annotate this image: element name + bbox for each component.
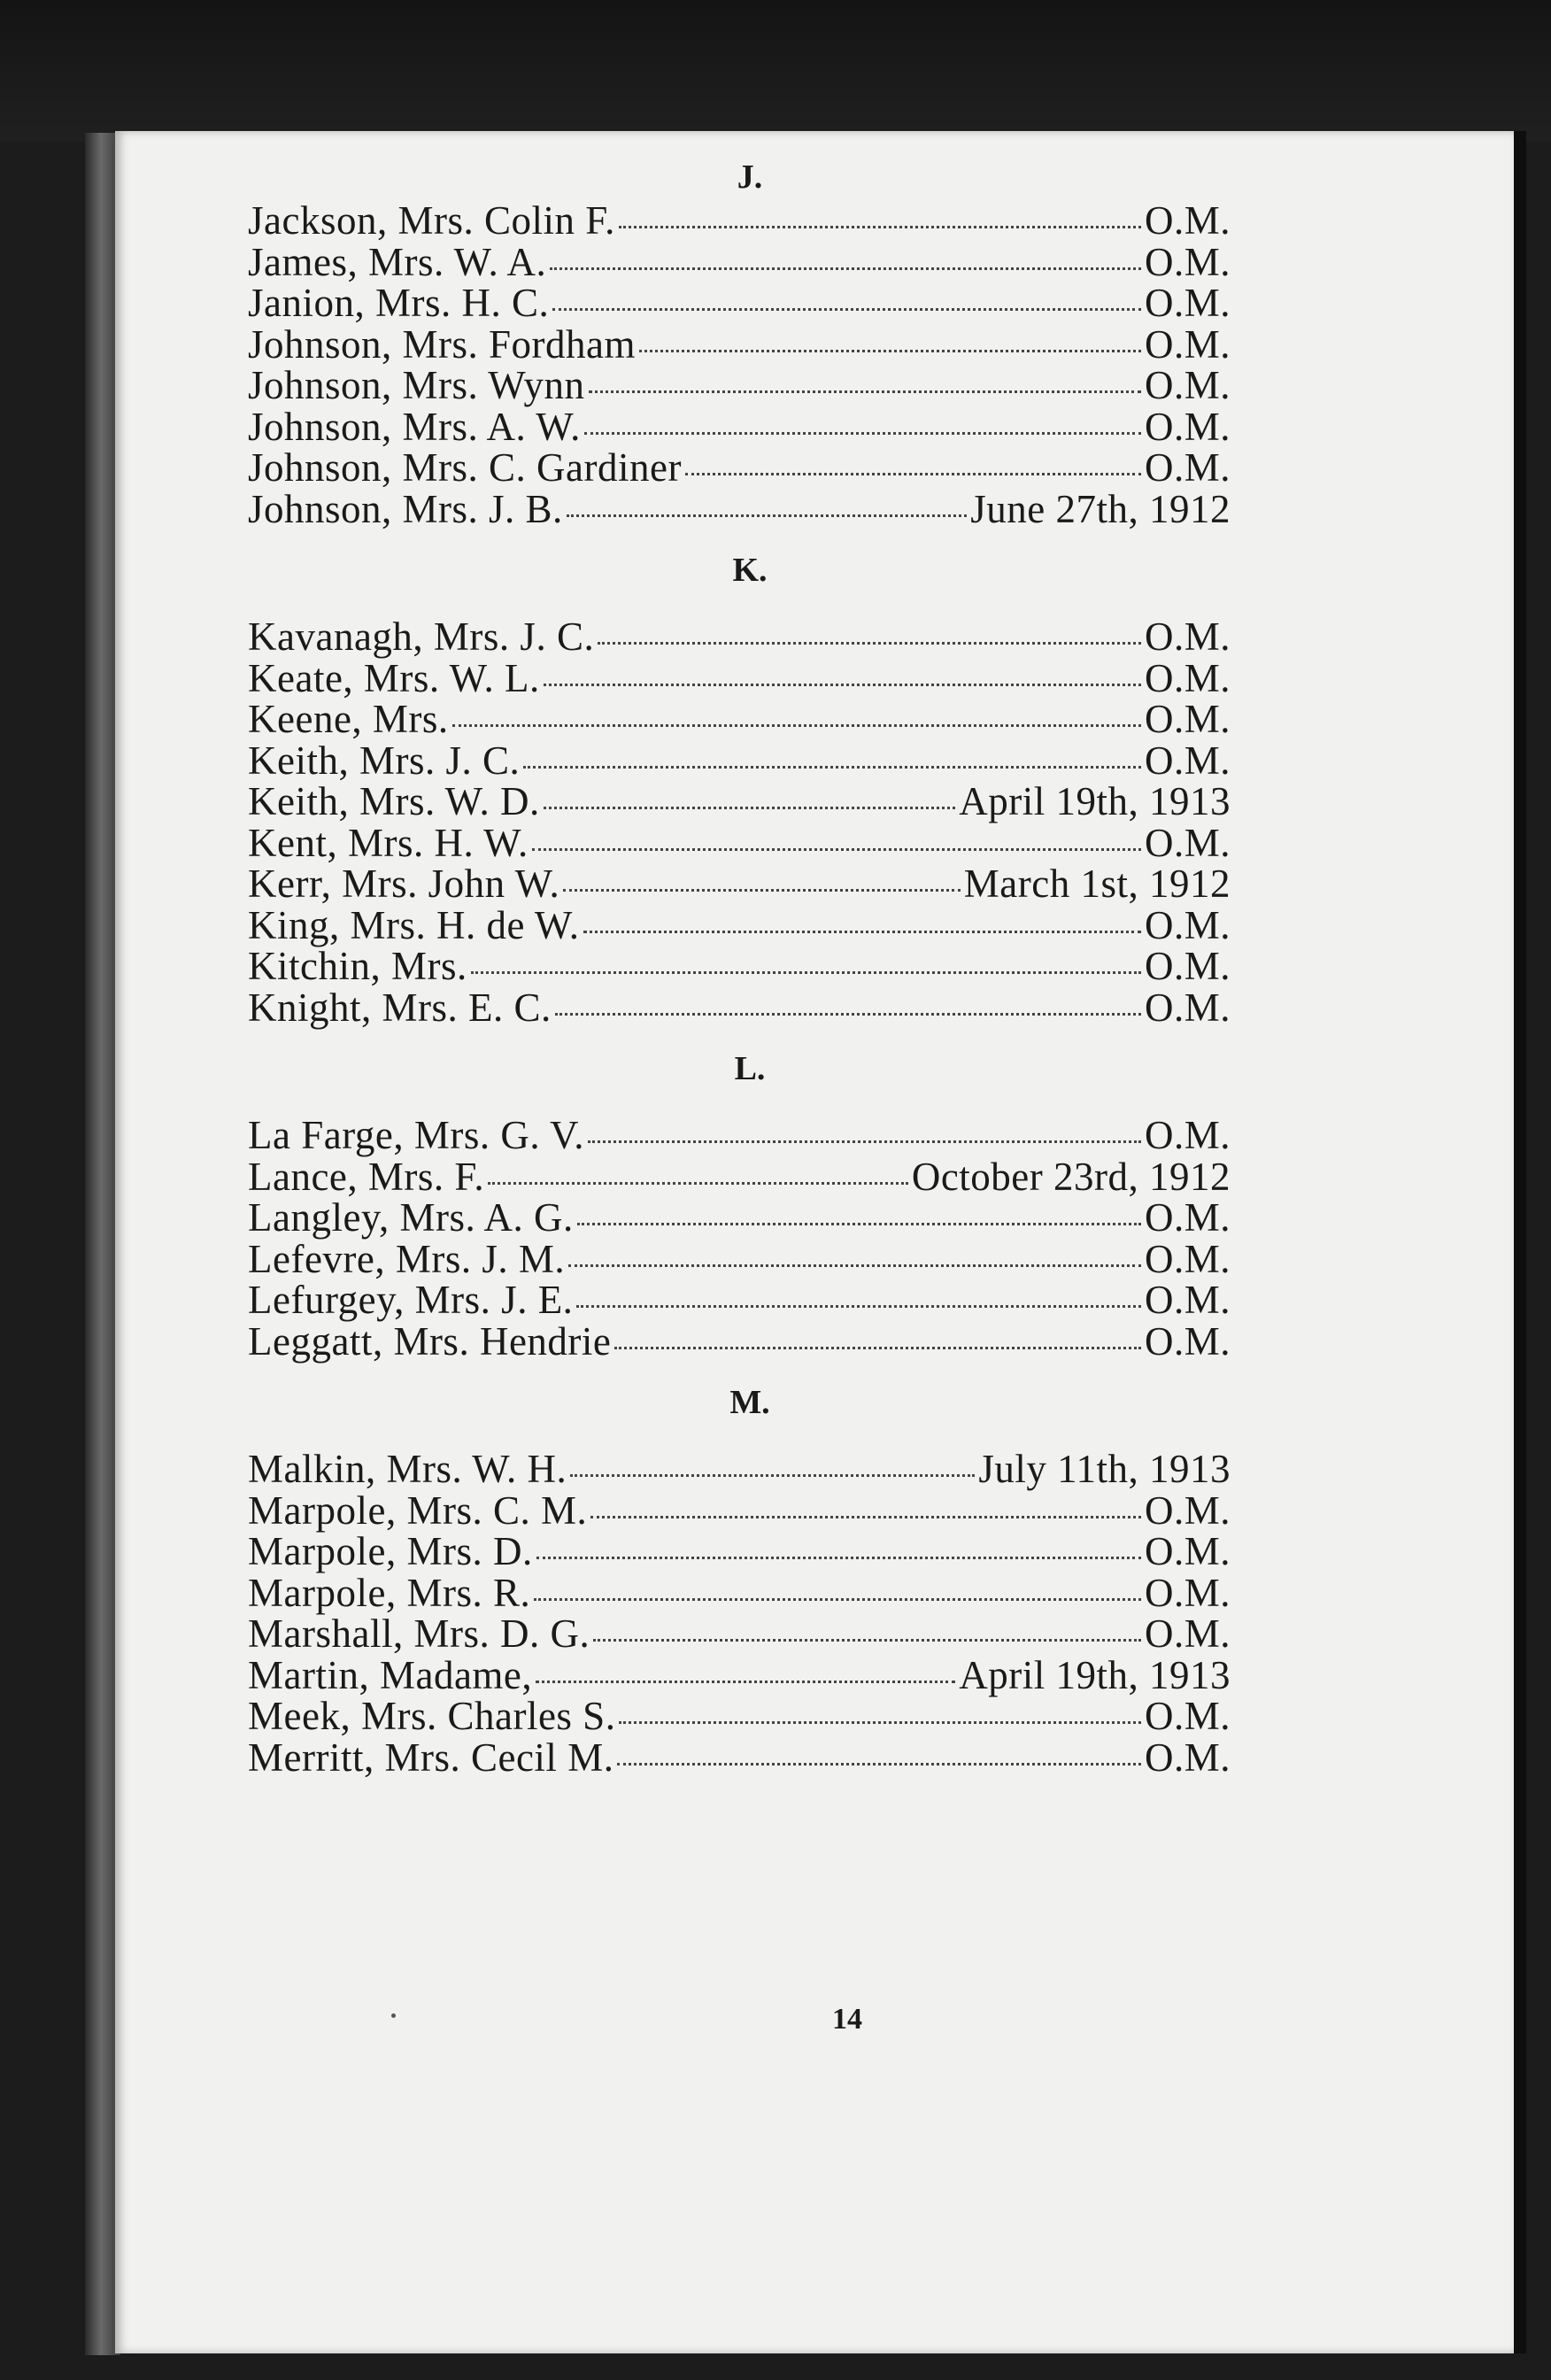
membership-status: O.M. [1144,985,1231,1030]
member-name: Kitchin, Mrs. [248,944,467,988]
membership-status: O.M. [1144,614,1231,659]
dot-leader [570,1474,975,1477]
dot-leader [619,226,1141,228]
list-entry [248,321,1231,367]
member-name: Keene, Mrs. [248,697,449,741]
list-entry [248,1318,1231,1364]
list-entry [248,1570,1231,1615]
list-entry [248,1528,1231,1573]
member-name: Marshall, Mrs. D. G. [248,1611,590,1656]
dot-leader [584,432,1141,435]
membership-status: O.M. [1144,1570,1231,1615]
section-m [248,1382,1231,1780]
entry-list [248,1112,1231,1364]
membership-status: O.M. [1144,1278,1231,1322]
membership-status: O.M. [1144,944,1231,988]
dot-leader [593,1639,1141,1642]
section-k [248,550,1231,1030]
page-number: 14 [832,2003,862,2036]
dot-leader [471,971,1141,974]
section-heading: L. [734,1050,766,1087]
membership-status: O.M. [1144,1529,1231,1573]
member-name: Kerr, Mrs. John W. [248,862,560,906]
dot-leader [619,1721,1141,1724]
membership-status: O.M. [1144,1611,1231,1656]
list-entry [248,486,1231,531]
dot-leader [536,1557,1141,1559]
list-entry [248,1735,1231,1780]
list-entry [248,655,1231,700]
list-entry [248,1194,1231,1240]
section-heading: K. [732,552,768,589]
membership-status: June 27th, 1912 [970,486,1231,531]
membership-status: O.M. [1144,1195,1231,1240]
member-name: Marpole, Mrs. R. [248,1570,531,1615]
member-name: Marpole, Mrs. D. [248,1529,533,1573]
member-name: Lefurgey, Mrs. J. E. [248,1278,574,1322]
dot-leader [568,1264,1141,1267]
list-entry [248,197,1231,243]
list-entry [248,404,1231,449]
member-name: Johnson, Mrs. J. B. [248,486,563,531]
dot-leader [685,473,1141,475]
list-entry [248,778,1231,823]
membership-status: O.M. [1144,1694,1231,1738]
dot-leader [563,889,961,892]
entry-list [248,197,1231,531]
member-name: Merritt, Mrs. Cecil M. [248,1735,614,1780]
membership-status: O.M. [1144,1236,1231,1281]
list-entry [248,1488,1231,1533]
member-name: Lefevre, Mrs. J. M. [248,1236,566,1281]
dot-leader [577,1223,1141,1225]
list-entry [248,1652,1231,1697]
list-entry [248,1611,1231,1656]
member-name: Lance, Mrs. F. [248,1154,485,1199]
membership-list [248,157,1231,1780]
membership-status: April 19th, 1913 [959,1652,1231,1697]
membership-status: O.M. [1144,239,1231,284]
list-entry [248,696,1231,741]
list-entry [248,444,1231,490]
member-name: Kent, Mrs. H. W. [248,820,529,865]
membership-status: O.M. [1144,363,1231,407]
dot-leader [617,1763,1141,1766]
membership-status: O.M. [1144,1488,1231,1533]
membership-status: July 11th, 1913 [978,1447,1231,1491]
member-name: Johnson, Mrs. Fordham [248,321,637,367]
dot-leader [598,642,1141,645]
dot-leader [552,308,1141,311]
dot-leader [523,766,1141,769]
dot-leader [583,931,1141,933]
membership-status: O.M. [1144,1735,1231,1780]
list-entry [248,1693,1231,1738]
dot-leader [614,1347,1141,1349]
member-name: Jackson, Mrs. Colin F. [248,198,615,243]
membership-status: O.M. [1144,820,1231,865]
membership-status: O.M. [1144,198,1231,243]
dot-leader [452,724,1141,727]
member-name: Marpole, Mrs. C. M. [248,1488,588,1533]
member-name: Leggatt, Mrs. Hendrie [248,1318,612,1364]
member-name: Knight, Mrs. E. C. [248,985,552,1030]
list-entry [248,861,1231,906]
section-heading: J. [737,158,763,196]
member-name: Johnson, Mrs. Wynn [248,363,585,407]
list-entry [248,985,1231,1030]
section-heading: M. [729,1384,770,1421]
member-name: King, Mrs. H. de W. [248,902,580,947]
list-entry [248,280,1231,325]
membership-status: O.M. [1144,738,1231,783]
section-j [248,157,1231,531]
list-entry [248,614,1231,659]
member-name: James, Mrs. W. A. [248,239,547,284]
membership-status: O.M. [1144,1318,1231,1364]
list-entry [248,1112,1231,1157]
list-entry [248,738,1231,783]
dot-leader [488,1182,908,1185]
member-name: Johnson, Mrs. A. W. [248,404,581,449]
dot-leader [567,514,967,517]
membership-status: O.M. [1144,697,1231,741]
entry-list [248,1446,1231,1780]
member-name: Keith, Mrs. W. D. [248,779,540,823]
list-entry [248,820,1231,865]
list-entry [248,362,1231,407]
dot-leader [544,684,1141,686]
member-name: La Farge, Mrs. G. V. [248,1113,584,1157]
dot-leader [534,1598,1141,1601]
dot-leader [590,1516,1141,1518]
membership-status: O.M. [1144,655,1231,700]
dot-leader [544,807,955,809]
membership-status: O.M. [1144,281,1231,325]
member-name: Meek, Mrs. Charles S. [248,1694,616,1738]
dot-leader [589,390,1141,393]
membership-status: April 19th, 1913 [959,779,1231,823]
list-entry [248,1277,1231,1322]
member-name: Johnson, Mrs. C. Gardiner [248,445,682,490]
membership-status: March 1st, 1912 [963,862,1231,906]
member-name: Keith, Mrs. J. C. [248,738,521,783]
dot-leader [588,1140,1141,1143]
member-name: Janion, Mrs. H. C. [248,281,550,325]
list-entry [248,902,1231,947]
dust-speck [391,2013,396,2018]
scan-backdrop [0,0,1551,142]
member-name: Keate, Mrs. W. L. [248,655,540,700]
list-entry [248,943,1231,988]
dot-leader [532,848,1141,851]
member-name: Malkin, Mrs. W. H. [248,1447,567,1491]
membership-status: O.M. [1144,902,1231,947]
list-entry [248,239,1231,284]
list-entry [248,1154,1231,1199]
entry-list [248,614,1231,1030]
membership-status: O.M. [1144,445,1231,490]
list-entry [248,1446,1231,1491]
membership-status: O.M. [1144,404,1231,449]
dot-leader [639,350,1141,352]
section-l [248,1048,1231,1364]
dot-leader [576,1305,1141,1308]
membership-status: O.M. [1144,1113,1231,1157]
member-name: Kavanagh, Mrs. J. C. [248,614,595,659]
dot-leader [550,267,1141,270]
dot-leader [555,1013,1141,1016]
list-entry [248,1236,1231,1281]
membership-status: October 23rd, 1912 [911,1154,1231,1199]
member-name: Martin, Madame, [248,1652,533,1697]
dot-leader [536,1681,955,1683]
membership-status: O.M. [1144,321,1231,367]
member-name: Langley, Mrs. A. G. [248,1195,574,1240]
